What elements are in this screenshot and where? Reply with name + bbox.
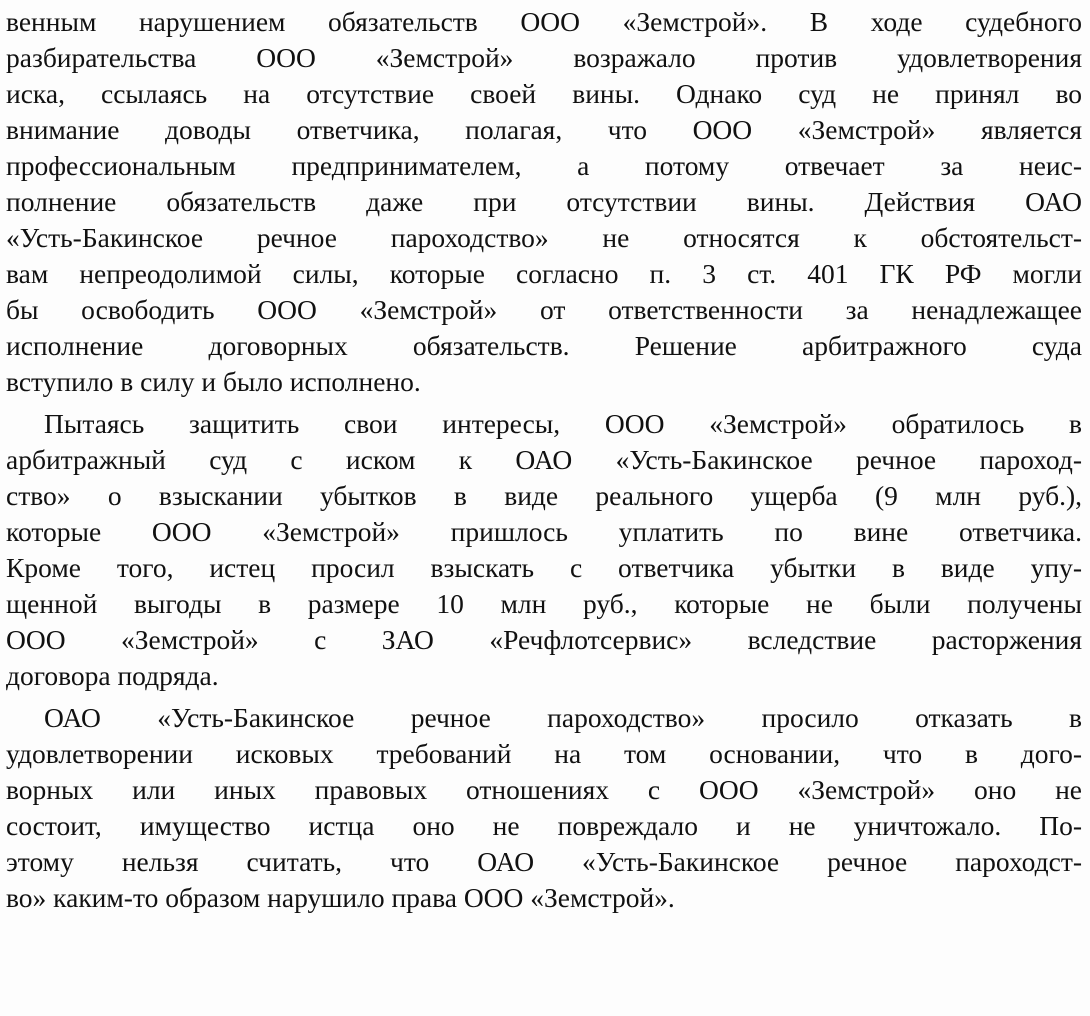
text-line: «Усть-Бакинское речное пароходство» не относятся к обстоятельст-: [6, 222, 1082, 253]
text-line: договора подряда.: [6, 660, 219, 691]
text-line: иска, ссылаясь на отсутствие своей вины. Однако суд не принял во: [6, 78, 1082, 109]
text-line: ОАО «Усть-Бакинское речное пароходство» просило отказать в: [44, 702, 1082, 733]
text-line: венным нарушением обязательств ООО «Земстрой». В ходе судебного: [6, 6, 1082, 37]
text-line: щенной выгоды в размере 10 млн руб., которые не были получены: [6, 588, 1082, 619]
text-line: ство» о взыскании убытков в виде реального ущерба (9 млн руб.),: [6, 480, 1082, 511]
text-line: полнение обязательств даже при отсутствии вины. Действия ОАО: [6, 186, 1082, 217]
text-line: разбирательства ООО «Земстрой» возражало против удовлетворения: [6, 42, 1082, 73]
text-line: внимание доводы ответчика, полагая, что ООО «Земстрой» является: [6, 114, 1082, 145]
text-line: вам непреодолимой силы, которые согласно п. 3 ст. 401 ГК РФ могли: [6, 258, 1082, 289]
text-line: этому нельзя считать, что ОАО «Усть-Бакинское речное пароходст-: [6, 846, 1082, 877]
text-line: которые ООО «Земстрой» пришлось уплатить по вине ответчика.: [6, 516, 1082, 547]
text-line: арбитражный суд с иском к ОАО «Усть-Бакинское речное пароход-: [6, 444, 1082, 475]
text-line: Кроме того, истец просил взыскать с ответчика убытки в виде упу-: [6, 552, 1082, 583]
text-line: исполнение договорных обязательств. Решение арбитражного суда: [6, 330, 1082, 361]
text-line: бы освободить ООО «Земстрой» от ответственности за ненадлежащее: [6, 294, 1082, 325]
text-line: во» каким-то образом нарушило права ООО «Земстрой».: [6, 882, 675, 913]
text-line: состоит, имущество истца оно не повреждало и не уничтожало. По-: [6, 810, 1082, 841]
text-line: ООО «Земстрой» с ЗАО «Речфлотсервис» вследствие расторжения: [6, 624, 1082, 655]
text-line: ворных или иных правовых отношениях с ООО «Земстрой» оно не: [6, 774, 1082, 805]
text-line: вступило в силу и было исполнено.: [6, 366, 421, 397]
text-line: Пытаясь защитить свои интересы, ООО «Земстрой» обратилось в: [44, 408, 1082, 439]
text-line: профессиональным предпринимателем, а потому отвечает за неис-: [6, 150, 1082, 181]
text-line: удовлетворении исковых требований на том основании, что в дого-: [6, 738, 1082, 769]
